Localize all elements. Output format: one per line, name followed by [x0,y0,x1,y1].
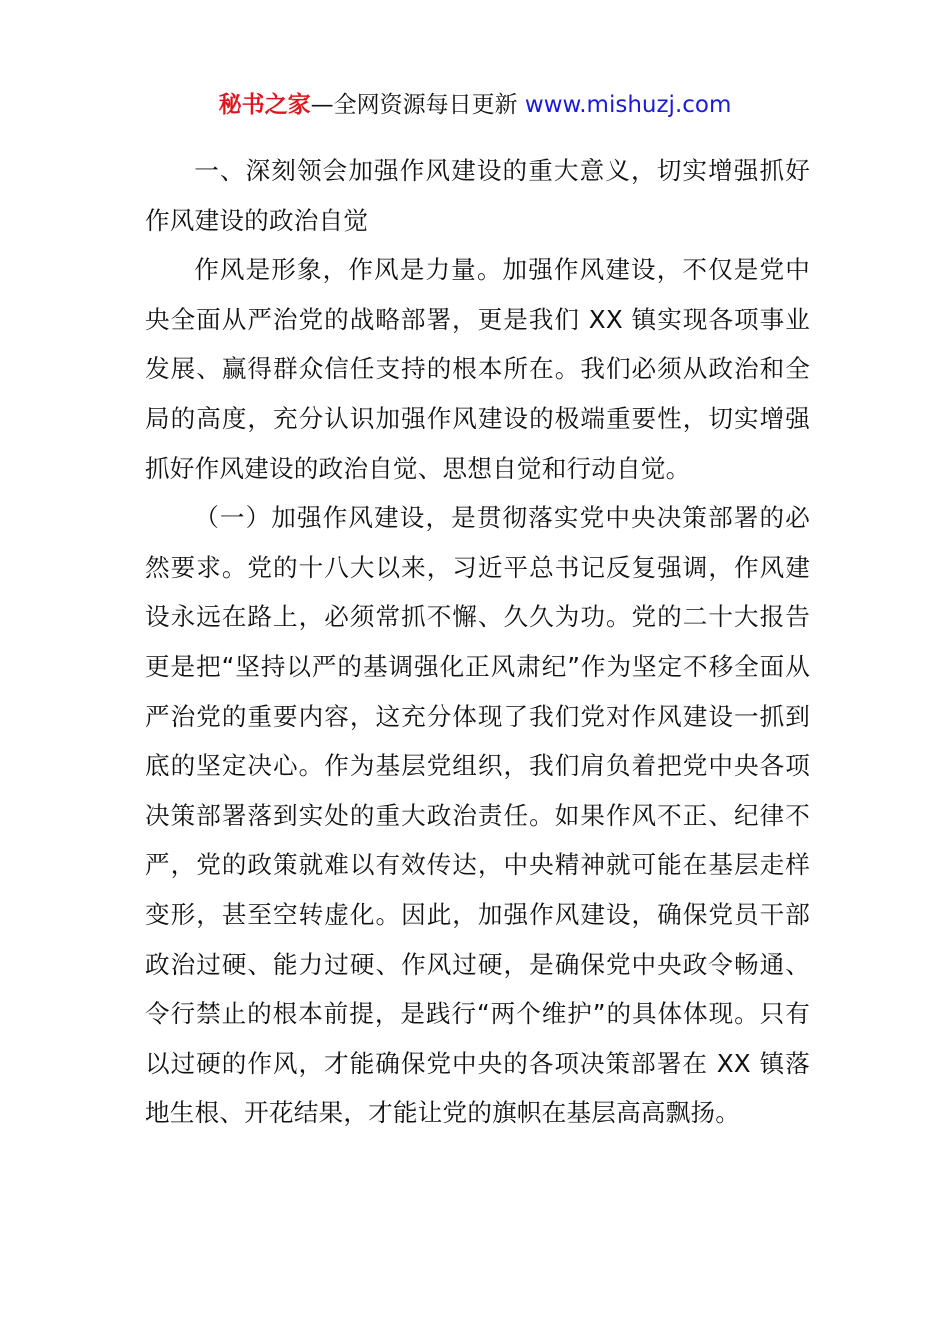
document-body [145,146,810,1138]
site-url-link[interactable]: www.mishuzj.com [524,92,732,118]
body-paragraph: （一）加强作风建设，是贯彻落实党中央决策部署的必然要求。党的十八大以来，习近平总书记反复强调，作风建设永远在路上，必须常抓不懈、久久为功。党的二十大报告更是把“坚持以严的基调强化正风肃纪”作为坚定不移全面从严治党的重要内容，这充分体现了我们党对作风建设一抓到底的坚定决心。作为基层党组织，我们肩负着把党中央各项决策部署落到实处的重大政治责任。如果作风不正、纪律不严，党的政策就难以有效传达，中央精神就可能在基层走样变形，甚至空转虚化。因此，加强作风建设，确保党员干部政治过硬、能力过硬、作风过硬，是确保党中央政令畅通、令行禁止的根本前提，是践行“两个维护”的具体体现。只有以过硬的作风，才能确保党中央的各项决策部署在 XX 镇落地生根、开花结果，才能让党的旗帜在基层高高飘扬。 [145,503,810,1128]
site-header [0,88,950,122]
body-paragraph: 作风是形象，作风是力量。加强作风建设，不仅是党中央全面从严治党的战略部署，更是我们 XX 镇实现各项事业发展、赢得群众信任支持的根本所在。我们必须从政治和全局的高度，充分认识加强作风建设的极端重要性，切实增强抓好作风建设的政治自觉、思想自觉和行动自觉。 [145,255,810,483]
section-heading: 一、深刻领会加强作风建设的重大意义，切实增强抓好作风建设的政治自觉 [145,156,810,235]
site-brand: 秘书之家 [218,92,311,118]
site-tagline: —全网资源每日更新 [310,92,518,118]
